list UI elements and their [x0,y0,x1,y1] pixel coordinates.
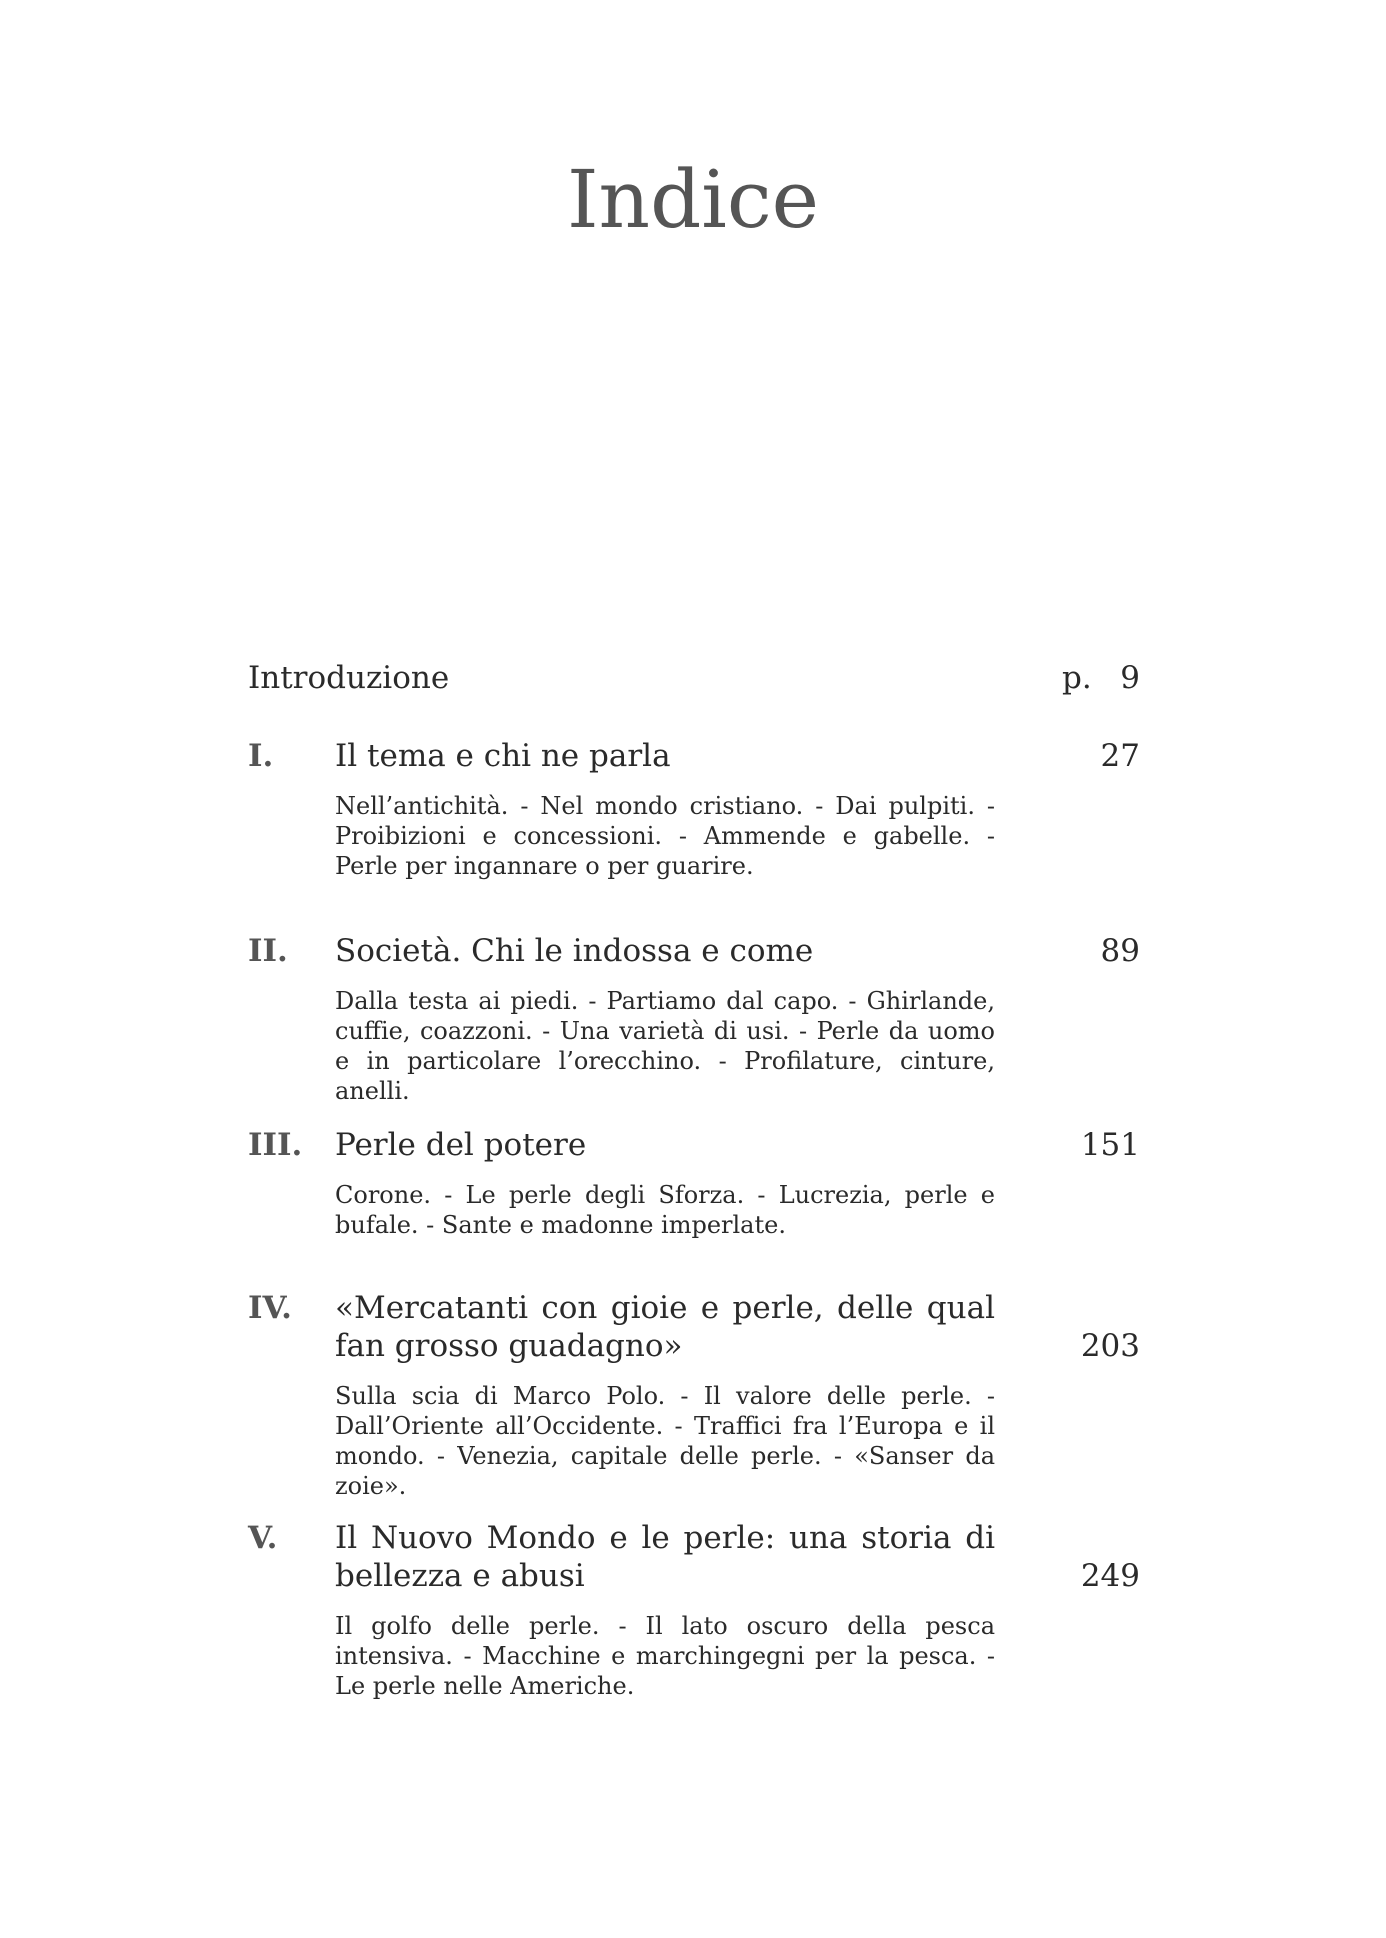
chapter-summary: Dalla testa ai piedi. - Partiamo dal capo. - Ghirlande, cuffie, coazzoni. - Una varietà di usi. - Perle da uomo e in particolare l’orecchino. - Profilature, cinture, anelli. [335,987,995,1105]
chapter-title: Il tema e chi ne parla [335,738,671,774]
chapter-numeral: V. [248,1520,278,1556]
page-number: 151 [1080,1127,1140,1163]
chapter-title: Il Nuovo Mondo e le perle: una storia di bellezza e abusi [335,1520,995,1594]
page-number: 203 [1080,1328,1140,1364]
chapter-summary: Il golfo delle perle. - Il lato oscuro della pesca intensiva. - Macchine e marchingegni per la pesca. - Le perle nelle Americhe. [335,1612,995,1700]
page-number: 9 [1120,660,1140,696]
chapter-numeral: II. [248,933,288,969]
page-title: Indice [566,153,820,246]
chapter-numeral: I. [248,738,274,774]
page-number: 249 [1080,1558,1140,1594]
chapter-numeral: III. [248,1127,303,1163]
toc-entry-label: Introduzione [248,660,450,696]
chapter-summary: Sulla scia di Marco Polo. - Il valore delle perle. - Dall’Oriente all’Occidente. - Traffici fra l’Europa e il mondo. - Venezia, capitale delle perle. - «Sanser da zoie». [335,1382,995,1500]
page-number: 89 [1100,933,1140,969]
page-number: 27 [1100,738,1140,774]
chapter-numeral: IV. [248,1290,292,1326]
chapter-title: Società. Chi le indossa e come [335,933,814,969]
chapter-title: «Mercatanti con gioie e perle, delle qual fan grosso guadagno» [335,1290,995,1364]
page-prefix: p. [1062,660,1092,696]
chapter-title: Perle del potere [335,1127,587,1163]
chapter-summary: Corone. - Le perle degli Sforza. - Lucrezia, perle e bufale. - Sante e madonne imperlate. [335,1181,995,1239]
chapter-summary: Nell’antichità. - Nel mondo cristiano. - Dai pulpiti. - Proibizioni e concessioni. - Ammende e gabelle. - Perle per ingannare o per guarire. [335,792,995,880]
